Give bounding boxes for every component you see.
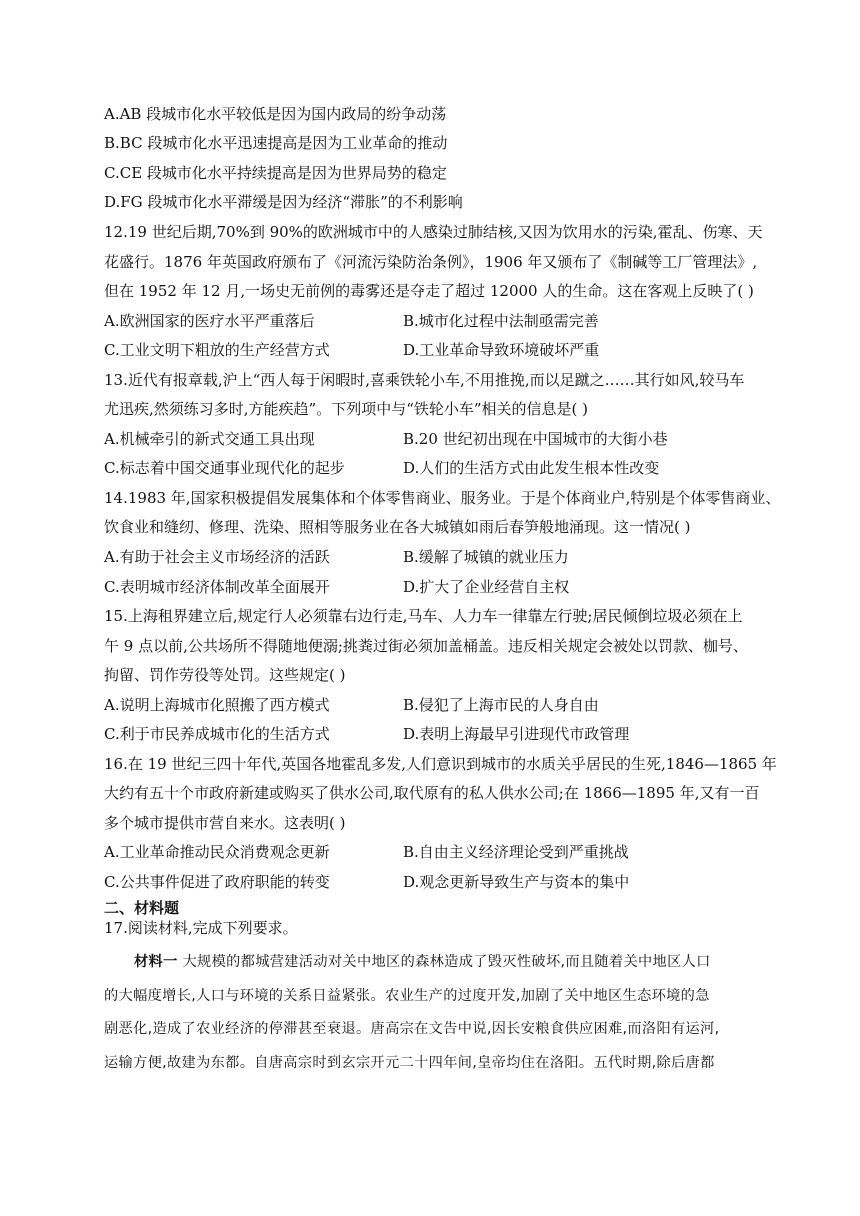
q15-option-a: A.说明上海城市化照搬了西方模式 — [104, 696, 330, 714]
q11-option-d: D.FG 段城市化水平滞缓是因为经济“滞胀”的不利影响 — [104, 193, 463, 211]
q16-option-c: C.公共事件促进了政府职能的转变 — [104, 873, 330, 891]
q16-option-d: D.观念更新导致生产与资本的集中 — [403, 873, 630, 891]
q15-option-d: D.表明上海最早引进现代市政管理 — [403, 725, 630, 743]
section-title: 二、材料题 — [104, 899, 180, 917]
q16-option-a: A.工业革命推动民众消费观念更新 — [104, 843, 330, 861]
q13-option-d: D.人们的生活方式由此发生根本性改变 — [403, 459, 660, 477]
q11-option-b: B.BC 段城市化水平迅速提高是因为工业革命的推动 — [104, 134, 448, 152]
q14-stem-line: 饮食业和缝纫、修理、洗染、照相等服务业在各大城镇如雨后春笋般地涌现。这一情况( ) — [104, 518, 691, 536]
material-paragraph-line — [134, 952, 711, 972]
q16-stem-line: 大约有五十个市政府新建或购买了供水公司,取代原有的私人供水公司;在 1866—1895 年,又有一百 — [104, 784, 760, 802]
material-paragraph-line: 运输方便,故建为东都。自唐高宗时到玄宗开元二十四年间,皇帝均住在洛阳。五代时期,除后唐都 — [104, 1055, 715, 1071]
q13-stem-line: 尤迅疾,然须练习多时,方能疾趋”。下列项中与“铁轮小车”相关的信息是( ) — [104, 400, 589, 418]
q15-option-c: C.利于市民养成城市化的生活方式 — [104, 725, 330, 743]
q14-option-d: D.扩大了企业经营自主权 — [403, 578, 570, 596]
q12-stem-line: 12.19 世纪后期,70%到 90%的欧洲城市中的人感染过肺结核,又因为饮用水的污染,霍乱、伤寒、天 — [104, 223, 763, 241]
q16-option-b: B.自由主义经济理论受到严重挑战 — [403, 843, 629, 861]
q17-stem: 17.阅读材料,完成下列要求。 — [104, 919, 298, 937]
q15-stem-line: 15.上海租界建立后,规定行人必须靠右边行走,马车、人力车一律靠左行驶;居民倾倒垃圾必须在上 — [104, 607, 743, 625]
q16-stem-line: 16.在 19 世纪三四十年代,英国各地霍乱多发,人们意识到城市的水质关乎居民的生死,1846—1865 年 — [104, 755, 777, 773]
q12-option-d: D.工业革命导致环境破坏严重 — [403, 341, 600, 359]
q12-option-c: C.工业文明下粗放的生产经营方式 — [104, 341, 330, 359]
q14-option-a: A.有助于社会主义市场经济的活跃 — [104, 548, 330, 566]
q12-option-b: B.城市化过程中法制亟需完善 — [403, 312, 599, 330]
material-paragraph-line: 剧恶化,造成了农业经济的停滞甚至衰退。唐高宗在文告中说,因长安粮食供应困难,而洛阳有运河, — [104, 1021, 720, 1037]
q13-option-a: A.机械牵引的新式交通工具出现 — [104, 430, 315, 448]
q14-option-b: B.缓解了城镇的就业压力 — [403, 548, 569, 566]
q11-option-c: C.CE 段城市化水平持续提高是因为世界局势的稳定 — [104, 164, 447, 182]
q12-stem-line: 花盛行。1876 年英国政府颁布了《河流污染防治条例》，1906 年又颁布了《制碱等工厂管理法》, — [104, 253, 758, 271]
material-paragraph-line: 的大幅度增长,人口与环境的关系日益紧张。农业生产的过度开发,加剧了关中地区生态环境的急 — [104, 988, 710, 1004]
q15-option-b: B.侵犯了上海市民的人身自由 — [403, 696, 599, 714]
q16-stem-line: 多个城市提供市营自来水。这表明( ) — [104, 814, 346, 832]
q14-option-c: C.表明城市经济体制改革全面展开 — [104, 578, 330, 596]
q14-stem-line: 14.1983 年,国家积极提倡发展集体和个体零售商业、服务业。于是个体商业户,特别是个体零售商业、 — [104, 489, 781, 507]
q13-stem-line: 13.近代有报章载,沪上“西人每于闲暇时,喜乘铁轮小车,不用推挽,而以足蹴之……其行如风,较马车 — [104, 371, 745, 389]
material-text: 大规模的都城营建活动对关中地区的森林造成了毁灭性破坏,而且随着关中地区人口 — [182, 954, 711, 970]
q15-stem-line: 午 9 点以前,公共场所不得随地便溺;挑粪过街必须加盖桶盖。违反相关规定会被处以罚款、枷号、 — [104, 637, 748, 655]
q13-option-c: C.标志着中国交通事业现代化的起步 — [104, 459, 345, 477]
q12-option-a: A.欧洲国家的医疗水平严重落后 — [104, 312, 315, 330]
material-label: 材料一 — [134, 954, 178, 970]
q11-option-a: A.AB 段城市化水平较低是因为国内政局的纷争动荡 — [104, 105, 447, 123]
q13-option-b: B.20 世纪初出现在中国城市的大街小巷 — [403, 430, 668, 448]
q15-stem-line: 拘留、罚作劳役等处罚。这些规定( ) — [104, 666, 346, 684]
q12-stem-line: 但在 1952 年 12 月,一场史无前例的毒雾还是夺走了超过 12000 人的生命。这在客观上反映了( ) — [104, 282, 754, 300]
